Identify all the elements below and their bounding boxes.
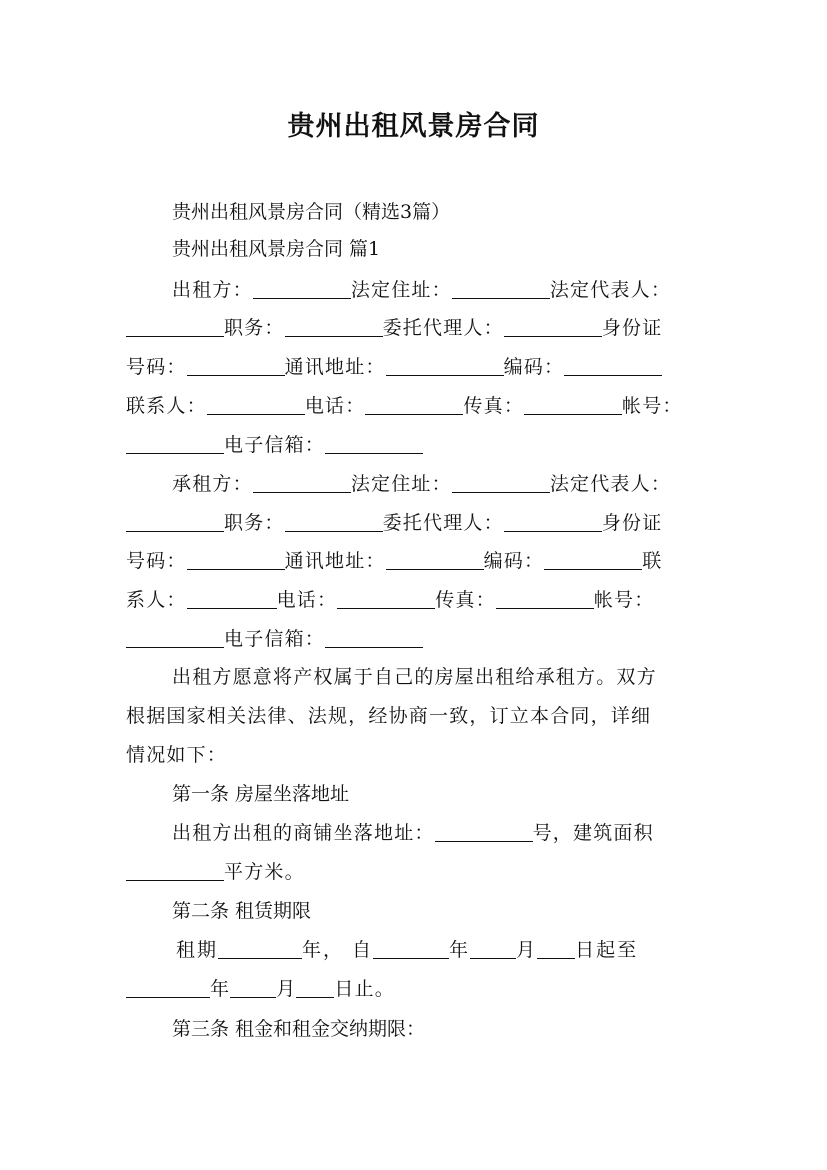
blank-field (187, 549, 285, 570)
postcode-label: 编码： (483, 550, 545, 572)
blank-field (253, 278, 351, 299)
id-label: 身份证 (601, 512, 663, 534)
year-label: 年， (302, 939, 345, 961)
email-label: 电子信箱： (224, 628, 326, 650)
article1-text: 号，建筑面积 (532, 822, 654, 844)
intro-line-2: 根据国家相关法律、法规，经协商一致，订立本合同，详细 (126, 705, 652, 727)
blank-field (218, 938, 302, 959)
id-number-label: 号码： (126, 550, 187, 572)
blank-field (126, 316, 224, 337)
blank-field (126, 433, 224, 454)
lessee-line-1 (172, 471, 671, 497)
lessor-line-2 (126, 315, 662, 341)
blank-field (544, 549, 642, 570)
legal-address-label: 法定住址： (350, 473, 452, 495)
day-end-label: 日止。 (334, 978, 396, 1000)
mail-address-label: 通讯地址： (284, 550, 386, 572)
part-heading: 贵州出租风景房合同 篇1 (172, 238, 381, 260)
contact-label-end: 系人： (126, 589, 187, 611)
blank-field (537, 938, 575, 959)
blank-field (187, 355, 285, 376)
blank-field (126, 977, 210, 998)
year-label: 年 (449, 939, 471, 961)
blank-field (325, 627, 423, 648)
blank-field (253, 472, 351, 493)
blank-field (504, 511, 602, 532)
term-label: 租期 (176, 939, 219, 961)
blank-field (524, 394, 622, 415)
article2-line-2 (126, 976, 395, 1002)
blank-field (386, 355, 504, 376)
year-label: 年 (210, 978, 231, 1000)
phone-label: 电话： (276, 589, 338, 611)
mail-address-label: 通讯地址： (284, 356, 386, 378)
blank-field (337, 588, 435, 609)
blank-field (452, 278, 550, 299)
subtitle: 贵州出租风景房合同（精选3篇） (172, 201, 451, 223)
blank-field (187, 588, 277, 609)
article1-heading: 第一条 房屋坐落地址 (172, 783, 350, 805)
id-number-label: 号码： (126, 356, 187, 378)
blank-field (285, 316, 383, 337)
from-label: 自 (352, 939, 374, 961)
blank-field (207, 394, 305, 415)
blank-field (504, 316, 602, 337)
postcode-label: 编码： (503, 356, 565, 378)
contact-label: 联系人： (126, 395, 207, 417)
blank-field (285, 511, 383, 532)
article3-heading: 第三条 租金和租金交纳期限： (172, 1018, 426, 1040)
blank-field (386, 549, 484, 570)
lessee-line-2 (126, 510, 662, 536)
lessee-line-4 (126, 587, 654, 613)
lessee-line-5 (126, 626, 423, 652)
page-title: 贵州出租风景房合同 (287, 111, 540, 142)
blank-field (126, 627, 224, 648)
agent-label: 委托代理人： (382, 317, 504, 339)
article1-text: 出租方出租的商铺坐落地址： (172, 822, 435, 844)
lessee-line-3 (126, 548, 662, 574)
lessor-line-4 (126, 393, 683, 419)
blank-field (435, 821, 533, 842)
id-label: 身份证 (601, 317, 663, 339)
lessor-line-3 (126, 354, 662, 380)
legal-rep-label: 法定代表人： (549, 279, 672, 301)
email-label: 电子信箱： (224, 434, 326, 456)
blank-field (230, 977, 276, 998)
legal-rep-label: 法定代表人： (549, 473, 672, 495)
lessee-label: 承租方： (172, 473, 253, 495)
article1-text: 平方米。 (224, 861, 305, 883)
legal-address-label: 法定住址： (350, 279, 452, 301)
blank-field (126, 511, 224, 532)
day-label: 日起至 (575, 939, 639, 961)
blank-field (452, 472, 550, 493)
agent-label: 委托代理人： (382, 512, 504, 534)
month-label: 月 (516, 939, 538, 961)
fax-label: 传真： (463, 395, 525, 417)
article2-heading: 第二条 租赁期限 (172, 900, 312, 922)
position-label: 职务： (224, 512, 285, 534)
blank-field (470, 938, 516, 959)
blank-field (365, 394, 463, 415)
month-label: 月 (276, 978, 297, 1000)
article1-line-1 (172, 820, 654, 846)
blank-field (325, 433, 423, 454)
contact-label-start: 联 (642, 550, 663, 572)
lessor-line-5 (126, 432, 423, 458)
position-label: 职务： (224, 317, 285, 339)
blank-field (496, 588, 594, 609)
article1-line-2 (126, 859, 305, 885)
article2-line-1 (176, 937, 638, 963)
account-label: 帐号： (593, 589, 655, 611)
blank-field (126, 860, 224, 881)
lessor-line-1 (172, 277, 671, 303)
blank-field (564, 355, 662, 376)
intro-line-1: 出租方愿意将产权属于自己的房屋出租给承租方。双方 (172, 666, 657, 688)
intro-line-3: 情况如下： (126, 744, 228, 766)
blank-field (373, 938, 449, 959)
blank-field (296, 977, 334, 998)
lessor-label: 出租方： (172, 279, 253, 301)
account-label: 帐号： (622, 395, 683, 417)
fax-label: 传真： (435, 589, 496, 611)
phone-label: 电话： (304, 395, 366, 417)
